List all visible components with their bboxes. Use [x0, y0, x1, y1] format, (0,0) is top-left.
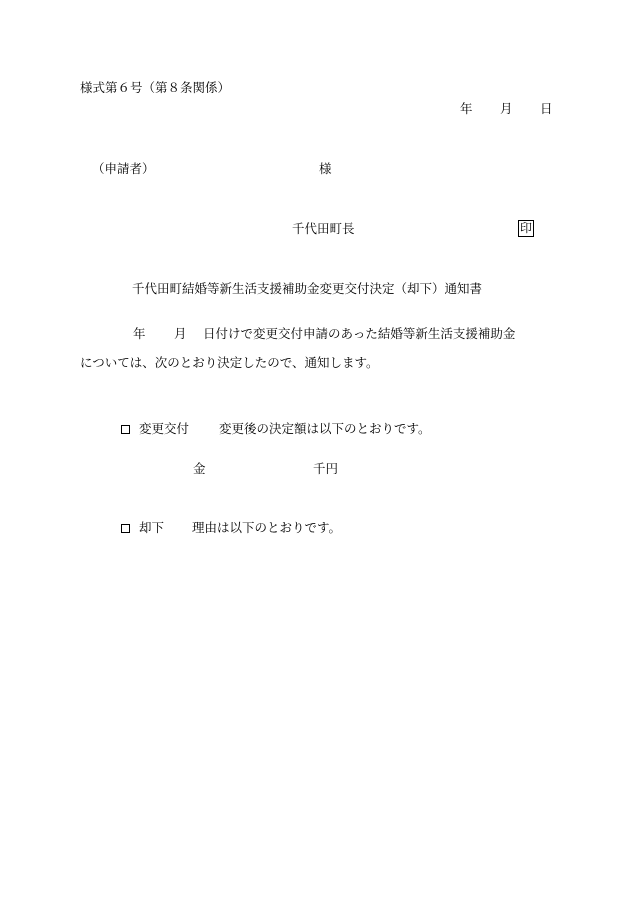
reject-option-description: 理由は以下のとおりです。: [192, 520, 342, 535]
date-day-label: 日: [540, 101, 553, 116]
body-month-label: 月: [174, 326, 187, 341]
grant-checkbox[interactable]: [121, 425, 130, 434]
reject-option-label: 却下: [139, 520, 165, 535]
body-year-label: 年: [133, 326, 146, 341]
body-line2-text: については、次のとおり決定したので、通知します。: [80, 355, 379, 370]
amount-prefix: 金: [193, 461, 206, 476]
reject-checkbox[interactable]: [121, 524, 130, 533]
grant-option-description: 変更後の決定額は以下のとおりです。: [219, 421, 431, 436]
body-line1-text: 日付けで変更交付申請のあった結婚等新生活支援補助金: [203, 326, 516, 341]
grant-option-label: 変更交付: [139, 421, 190, 436]
recipient-honorific: 様: [319, 161, 332, 176]
date-year-label: 年: [460, 101, 473, 116]
seal-mark: 印: [520, 221, 533, 235]
recipient-label: （申請者）: [92, 161, 155, 176]
amount-unit: 千円: [313, 461, 339, 476]
issuer-title: 千代田町長: [292, 221, 355, 236]
date-month-label: 月: [500, 101, 513, 116]
form-number: 様式第６号（第８条関係）: [80, 80, 231, 95]
document-title: 千代田町結婚等新生活支援補助金変更交付決定（却下）通知書: [132, 281, 483, 296]
